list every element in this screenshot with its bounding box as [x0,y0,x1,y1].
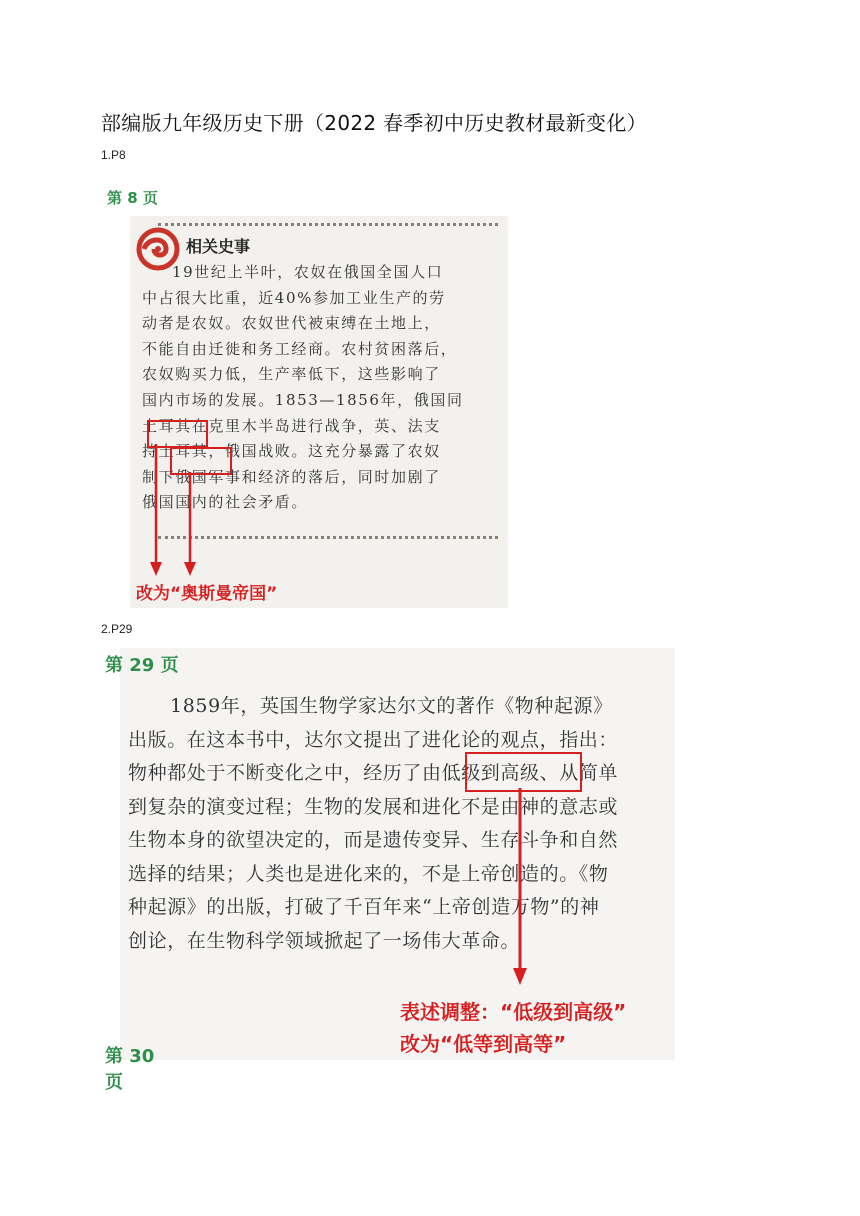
annotation-adjust-line1: 表述调整：“低级到高级” [400,1000,627,1024]
passage-line: 物种都处于不断变化之中，经历了由低级到高级、从简单 [128,762,619,784]
passage-line: 到复杂的演变过程；生物的发展和进化不是由神的意志或 [128,795,619,818]
item-label-1: 1.P8 [101,148,126,162]
passage-line: 出版。在这本书中，达尔文提出了进化论的观点，指出： [128,728,619,751]
passage-line: 1859年，英国生物学家达尔文的著作《物种起源》 [170,695,613,717]
document-title: 部编版九年级历史下册（2022 春季初中历史教材最新变化） [101,111,647,135]
passage-page-29 [128,690,673,958]
passage-line: 选择的结果；人类也是进化来的，不是上帝创造的。《物 [128,862,609,885]
dotted-divider-top [158,223,498,226]
passage-line: 生物本身的欲望决定的，而是遗传变异、生存斗争和自然 [128,829,619,851]
passage-line: 动者是农奴。农奴世代被束缚在土地上， [142,314,441,333]
item-label-2: 2.P29 [101,622,133,636]
passage-line: 国内市场的发展。1853—1856年，俄国同 [142,390,464,409]
highlight-box-evolution [465,752,582,792]
passage-line: 19世纪上半叶，农奴在俄国全国人口 [172,263,444,281]
passage-line: 持土耳其，俄国战败。这充分暴露了农奴 [142,442,441,461]
figure-page-29 [100,648,680,1093]
passage-line: 土耳其在克里木半岛进行战争，英、法支 [142,416,441,435]
passage-line: 制下俄国军事和经济的落后，同时加剧了 [142,467,441,486]
page-tag-29: 第 29 页 [105,655,179,676]
passage-line: 中占很大比重，近40%参加工业生产的劳 [142,288,446,307]
annotation-rename: 改为“奥斯曼帝国” [136,584,278,604]
annotation-adjust-line2: 改为“低等到高等” [400,1032,567,1056]
passage-line: 农奴购买力低，生产率低下，这些影响了 [142,365,441,384]
passage-line: 俄国国内的社会矛盾。 [142,493,309,512]
page-tag-8: 第 8 页 [107,189,158,207]
dotted-divider-bottom [158,536,498,539]
page-tag-30: 第 30 页 [105,1046,155,1093]
passage-line: 不能自由迁徙和务工经商。农村贫困落后， [142,339,458,358]
red-arrows-icon [140,442,200,582]
passage-line: 种起源》的出版，打破了千百年来“上帝创造万物”的神 [128,896,600,918]
figure-page-8 [100,180,510,612]
passage-line: 创论，在生物科学领域掀起了一场伟大革命。 [128,929,521,952]
related-history-heading: 相关史事 [186,237,251,256]
red-arrow-icon [510,788,530,988]
page-tag-30-cut [105,1046,175,1093]
